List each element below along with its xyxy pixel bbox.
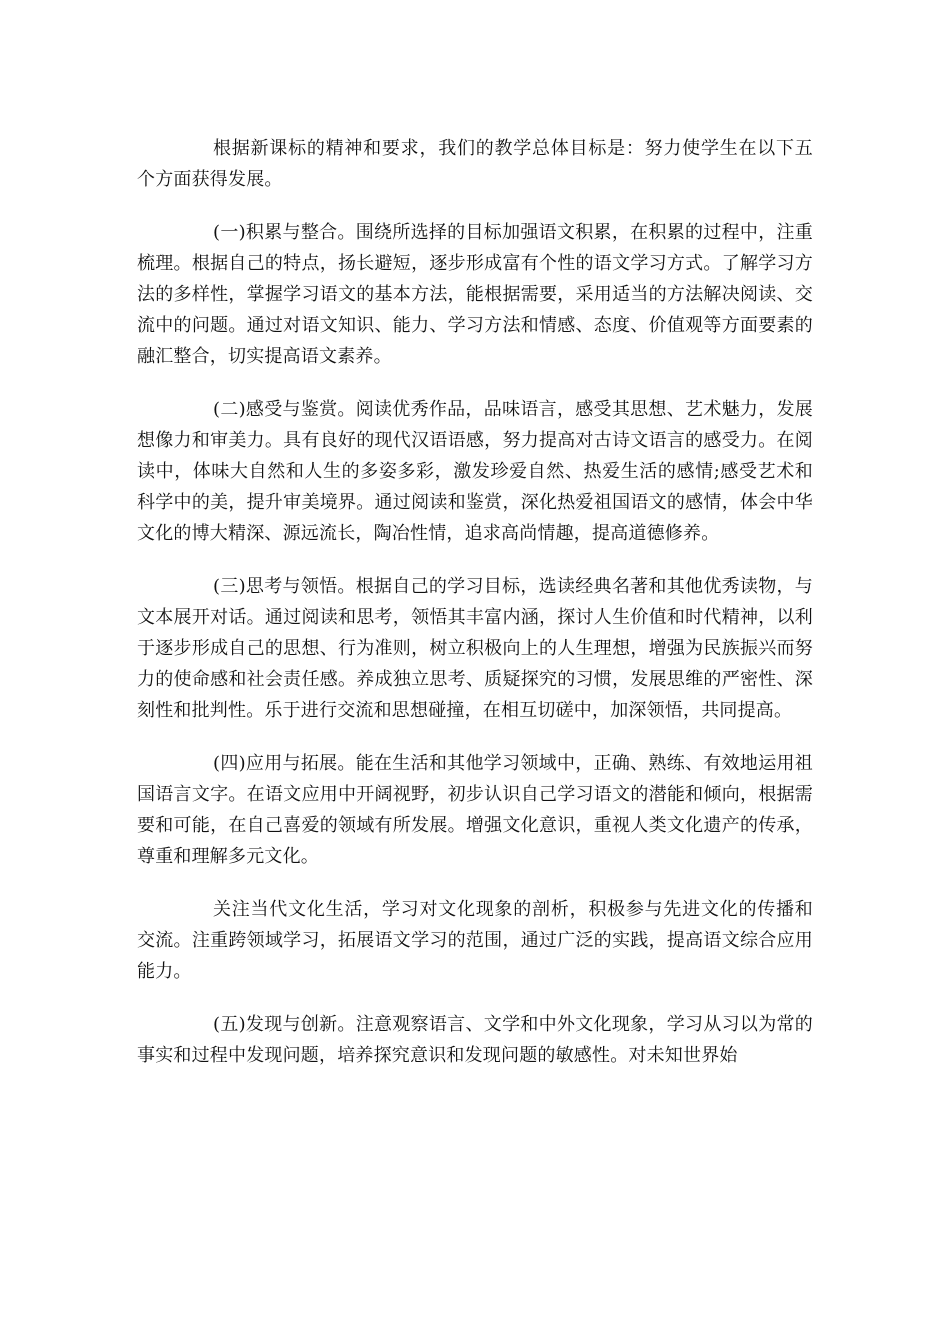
document-body bbox=[137, 133, 813, 1093]
paragraph-discovery-innovation: (五)发现与创新。注意观察语言、文学和中外文化现象，学习从习以为常的事实和过程中发现问题，培养探究意识和发现问题的敏感性。对未知世界始 bbox=[137, 1014, 813, 1066]
paragraph-thinking-insight: (三)思考与领悟。根据自己的学习目标，选读经典名著和其他优秀读物，与文本展开对话。通过阅读和思考，领悟其丰富内涵，探讨人生价值和时代精神，以利于逐步形成自己的思想、行为准则，树立积极向上的人生理想，增强为民族振兴而努力的使命感和社会责任感。养成独立思考、质疑探究的习惯，发展思维的严密性、深刻性和批判性。乐于进行交流和思想碰撞，在相互切磋中，加深领悟，共同提高。 bbox=[137, 576, 813, 721]
paragraph-application-expansion: (四)应用与拓展。能在生活和其他学习领域中，正确、熟练、有效地运用祖国语言文字。在语文应用中开阔视野，初步认识自己学习语文的潜能和倾向，根据需要和可能，在自己喜爱的领域有所发展。增强文化意识，重视人类文化遗产的传承，尊重和理解多元文化。 bbox=[137, 753, 813, 867]
paragraph-perception-appreciation: (二)感受与鉴赏。阅读优秀作品，品味语言，感受其思想、艺术魅力，发展想像力和审美力。具有良好的现代汉语语感，努力提高对古诗文语言的感受力。在阅读中，体味大自然和人生的多姿多彩，激发珍爱自然、热爱生活的感情;感受艺术和科学中的美，提升审美境界。通过阅读和鉴赏，深化热爱祖国语文的感情，体会中华文化的博大精深、源远流长，陶冶性情，追求高尚情趣，提高道德修养。 bbox=[137, 399, 813, 544]
paragraph-accumulation-integration: (一)积累与整合。围绕所选择的目标加强语文积累，在积累的过程中，注重梳理。根据自己的特点，扬长避短，逐步形成富有个性的语文学习方式。了解学习方法的多样性，掌握学习语文的基本方法，能根据需要，采用适当的方法解决阅读、交流中的问题。通过对语文知识、能力、学习方法和情感、态度、价值观等方面要素的融汇整合，切实提高语文素养。 bbox=[137, 222, 813, 367]
paragraph-intro: 根据新课标的精神和要求，我们的教学总体目标是：努力使学生在以下五个方面获得发展。 bbox=[137, 138, 813, 190]
paragraph-contemporary-culture: 关注当代文化生活，学习对文化现象的剖析，积极参与先进文化的传播和交流。注重跨领域学习，拓展语文学习的范围，通过广泛的实践，提高语文综合应用能力。 bbox=[137, 899, 813, 982]
